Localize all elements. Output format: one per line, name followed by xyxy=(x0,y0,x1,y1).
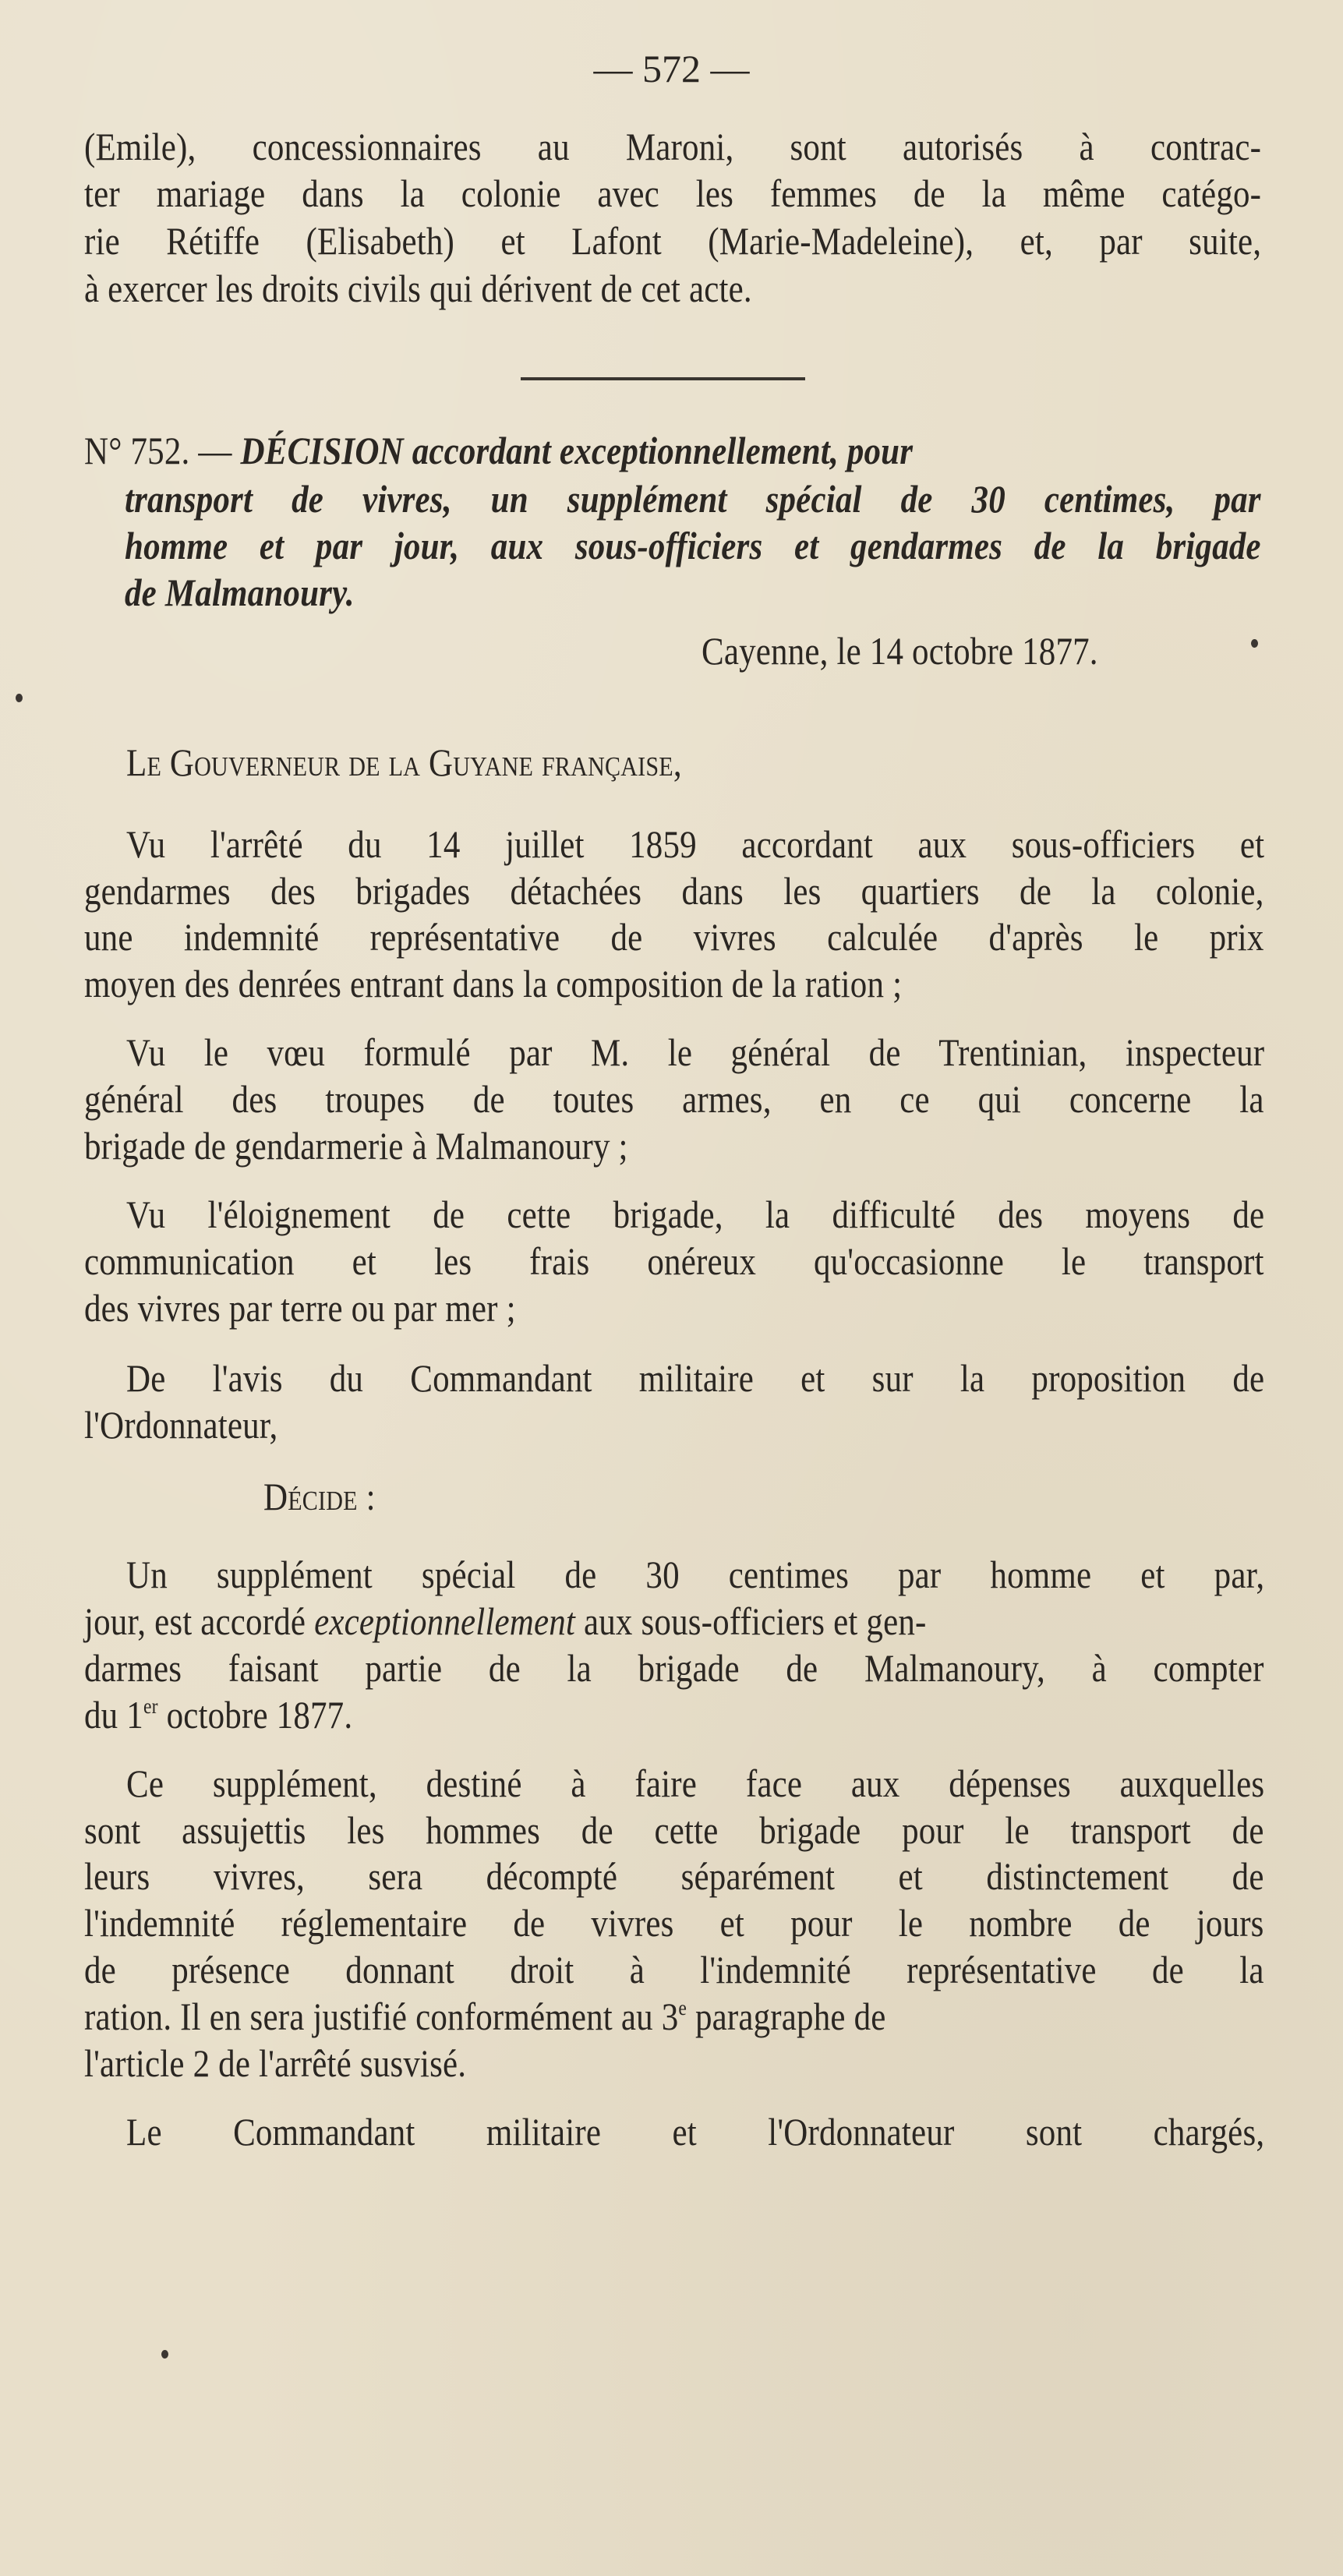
text-line: darmes faisant partie de la brigade de Malmanoury, à compter xyxy=(84,1646,1264,1690)
text-line: (Emile), concessionnaires au Maroni, sont autorisés à contrac- xyxy=(84,125,1262,168)
text-line: leurs vivres, sera décompté séparément et distinctement de xyxy=(84,1854,1264,1898)
decision-title-word: DÉCISION xyxy=(240,429,404,472)
text-line-mixed xyxy=(84,1993,886,2040)
text-line: sont assujettis les hommes de cette brigade pour le transport de xyxy=(84,1808,1264,1852)
text-line: Vu le vœu formulé par M. le général de Trentinian, inspecteur xyxy=(126,1030,1265,1074)
text-line: une indemnité représentative de vivres calculée d'après le prix xyxy=(84,915,1264,959)
italic-span: exceptionnellement xyxy=(314,1599,576,1643)
decision-number: N° 752. xyxy=(84,429,190,472)
text-line: Un supplément spécial de 30 centimes par homme et par, xyxy=(126,1553,1265,1596)
text-span: paragraphe de xyxy=(687,1995,886,2038)
text-line: ter mariage dans la colonie avec les femmes de la même catégo- xyxy=(84,171,1262,215)
page-number: — 572 — xyxy=(593,47,750,90)
decision-title-line: homme et par jour, aux sous-officiers et gendarmes de la brigade xyxy=(125,524,1261,567)
section-divider xyxy=(521,377,805,380)
text-line: Vu l'arrêté du 14 juillet 1859 accordant aux sous-officiers et xyxy=(126,822,1265,866)
text-line: l'article 2 de l'arrêté susvisé. xyxy=(84,2041,467,2085)
superscript: er xyxy=(143,1693,158,1718)
text-line: Ce supplément, destiné à faire face aux dépenses auxquelles xyxy=(126,1762,1265,1805)
text-line: moyen des denrées entrant dans la composition de la ration ; xyxy=(84,962,903,1005)
text-line: l'indemnité réglementaire de vivres et pour le nombre de jours xyxy=(84,1901,1264,1945)
text-line: De l'avis du Commandant militaire et sur la proposition de xyxy=(126,1356,1265,1400)
text-line: des vivres par terre ou par mer ; xyxy=(84,1286,516,1330)
text-line: brigade de gendarmerie à Malmanoury ; xyxy=(84,1124,628,1168)
superscript: e xyxy=(678,1995,687,2019)
ink-speck xyxy=(16,694,23,702)
governor-line: Le Gouverneur de la Guyane française, xyxy=(126,740,682,784)
text-line: à exercer les droits civils qui dérivent de cet acte. xyxy=(84,267,752,310)
ink-speck xyxy=(161,2350,168,2359)
text-line-mixed xyxy=(84,1598,926,1645)
text-line: Le Commandant militaire et l'Ordonnateur sont chargés, xyxy=(126,2110,1265,2154)
text-span: ration. Il en sera justifié conformément au 3 xyxy=(84,1995,679,2038)
text-line: l'Ordonnateur, xyxy=(84,1403,278,1447)
text-span: aux sous-officiers et gen- xyxy=(583,1599,927,1643)
decision-title-line: de Malmanoury. xyxy=(125,571,355,614)
text-line: gendarmes des brigades détachées dans les quartiers de la colonie, xyxy=(84,869,1264,913)
decision-title-rest: accordant exceptionnellement, pour xyxy=(412,429,914,472)
text-span: du 1 xyxy=(84,1693,143,1737)
text-line: rie Rétiffe (Elisabeth) et Lafont (Marie-Madeleine), et, par suite, xyxy=(84,219,1262,263)
text-span: jour, est accordé xyxy=(84,1599,306,1643)
text-line: Vu l'éloignement de cette brigade, la difficulté des moyens de xyxy=(126,1193,1265,1236)
text-line: communication et les frais onéreux qu'occasionne le transport xyxy=(84,1239,1264,1283)
text-span: octobre 1877. xyxy=(157,1693,353,1737)
place-date: Cayenne, le 14 octobre 1877. xyxy=(702,629,1098,673)
decision-heading xyxy=(84,427,913,474)
text-line: général des troupes de toutes armes, en ce qui concerne la xyxy=(84,1077,1264,1121)
text-line: de présence donnant droit à l'indemnité représentative de la xyxy=(84,1948,1264,1991)
decision-dash: — xyxy=(198,429,232,472)
text-line-mixed xyxy=(84,1691,352,1738)
decision-title-line: transport de vivres, un supplément spécial de 30 centimes, par xyxy=(125,477,1261,521)
decide-heading: Décide : xyxy=(263,1475,376,1518)
ink-speck xyxy=(1251,639,1258,648)
